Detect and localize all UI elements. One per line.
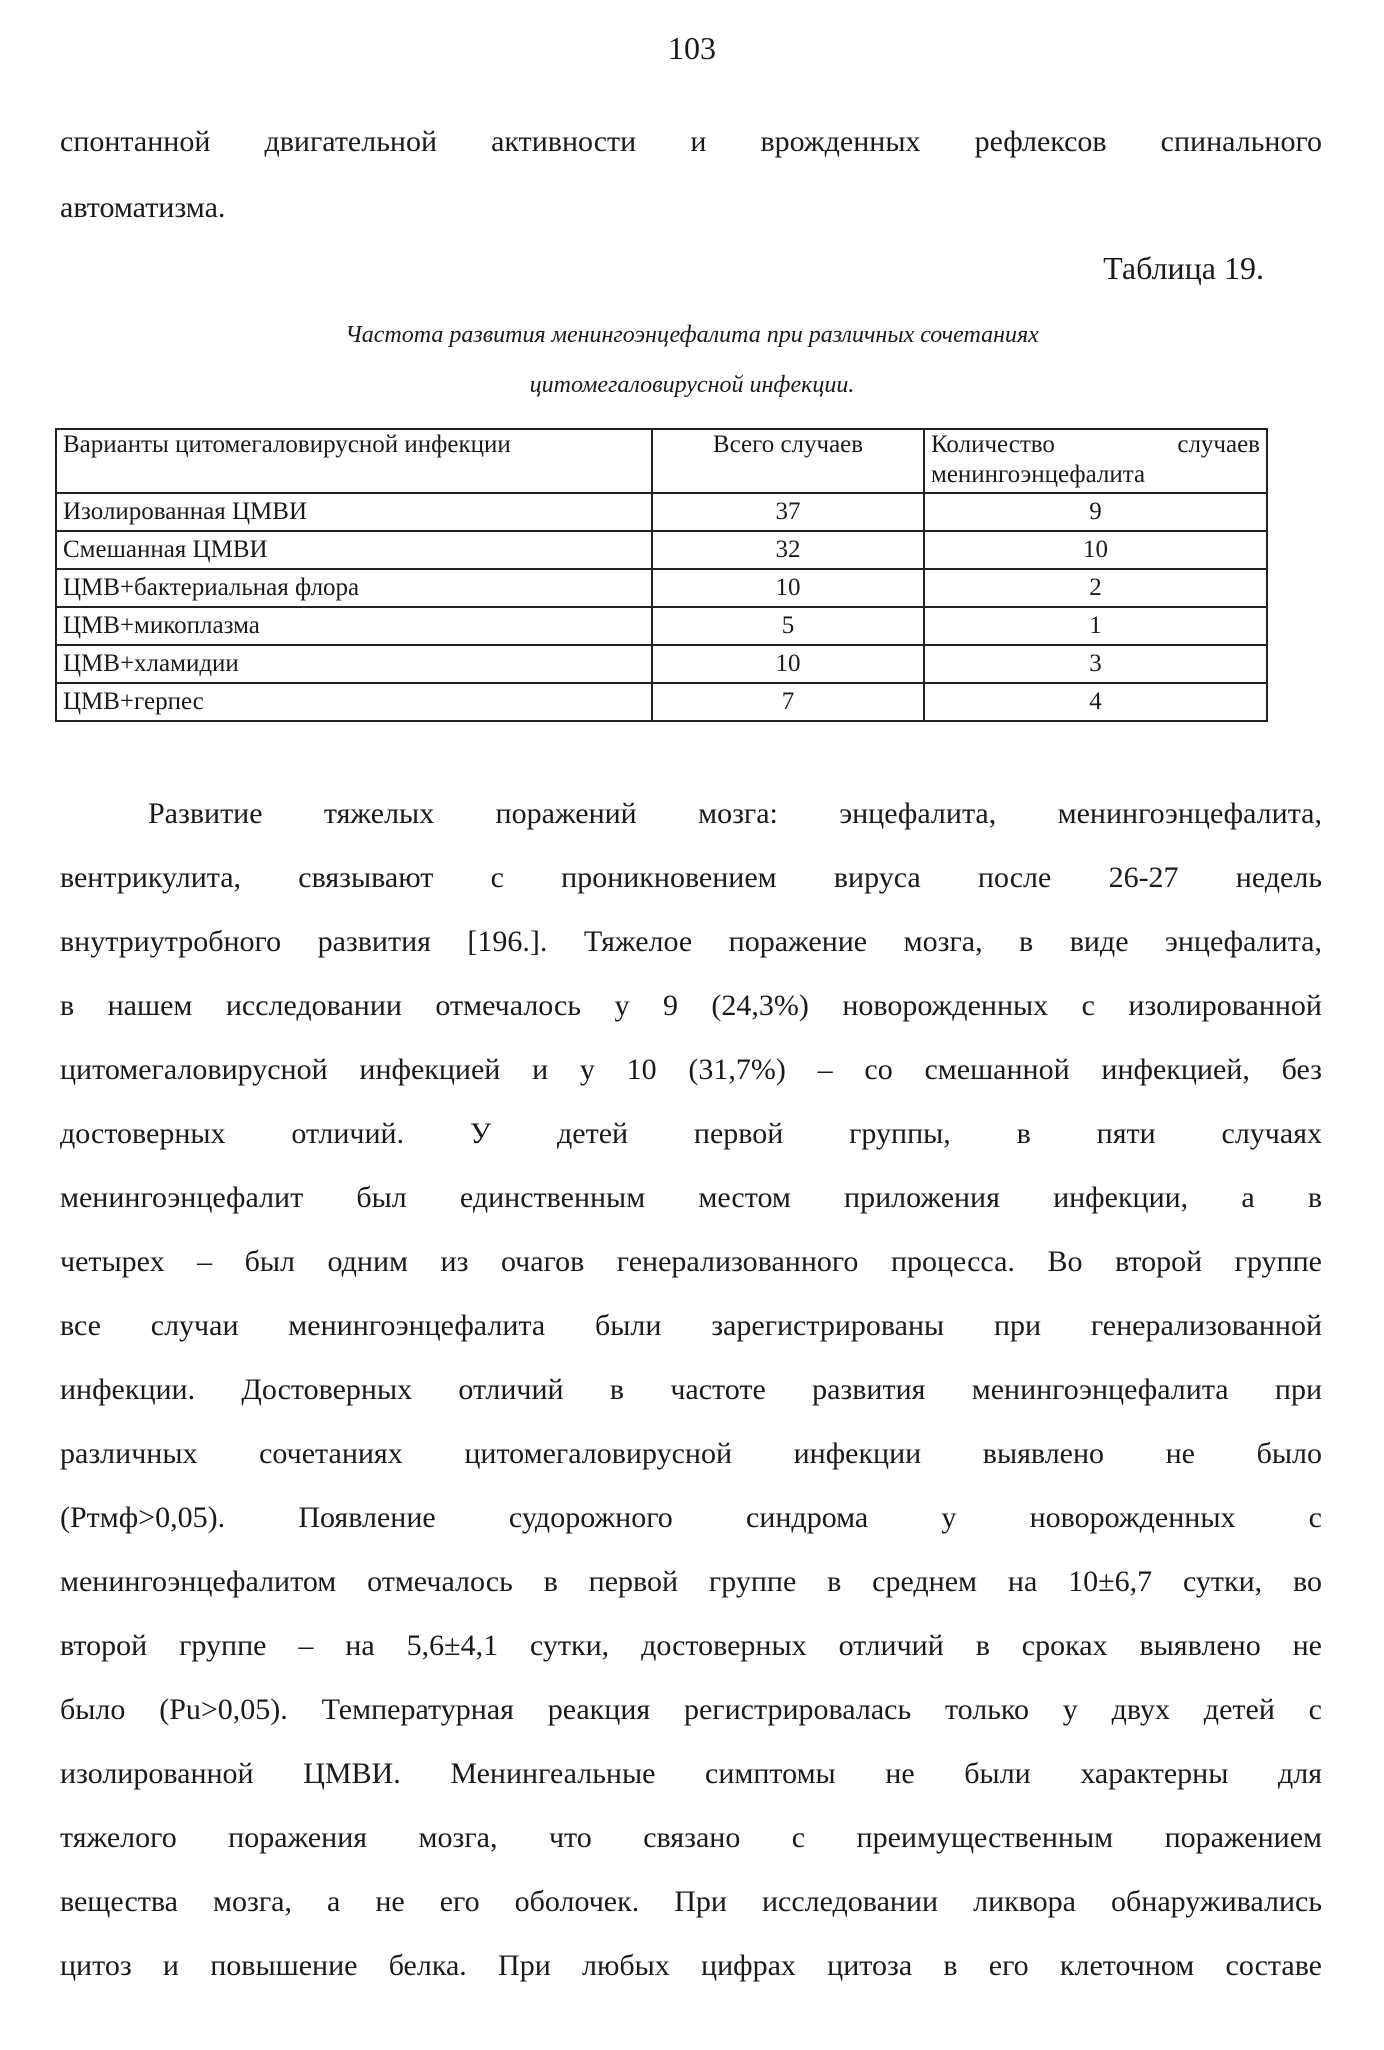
table-row	[56, 531, 1267, 569]
cell-total: 10	[652, 569, 924, 607]
cell-variant: Изолированная ЦМВИ	[56, 493, 652, 531]
body-line: цитоз и повышение белка. При любых цифрах цитоза в его клеточном составе	[60, 1949, 1322, 1982]
body-line: (Ртмф>0,05). Появление судорожного синдрома у новорожденных с	[60, 1501, 1322, 1534]
body-line: инфекции. Достоверных отличий в частоте развития менингоэнцефалита при	[60, 1373, 1322, 1406]
header-meningo-word1: Количество	[931, 431, 1055, 458]
body-line: было (Pu>0,05). Температурная реакция регистрировалась только у двух детей с	[60, 1693, 1322, 1726]
page-number: 103	[668, 30, 716, 66]
intro-line: спонтанной двигательной активности и врожденных рефлексов спинального	[60, 125, 1322, 158]
body-line: четырех – был одним из очагов генерализованного процесса. Во второй группе	[60, 1245, 1322, 1278]
cell-meningo: 10	[924, 531, 1267, 569]
table-row	[56, 493, 1267, 531]
body-line: менингоэнцефалит был единственным местом приложения инфекции, а в	[60, 1181, 1322, 1214]
body-line: цитомегаловирусной инфекцией и у 10 (31,7%) – со смешанной инфекцией, без	[60, 1053, 1322, 1086]
table-row	[56, 683, 1267, 721]
cell-meningo: 1	[924, 607, 1267, 645]
cell-total: 10	[652, 645, 924, 683]
header-meningo-word2: случаев	[1177, 431, 1260, 458]
cell-meningo: 9	[924, 493, 1267, 531]
body-line: все случаи менингоэнцефалита были зарегистрированы при генерализованной	[60, 1309, 1322, 1342]
body-line: тяжелого поражения мозга, что связано с преимущественным поражением	[60, 1821, 1322, 1854]
cell-meningo: 2	[924, 569, 1267, 607]
intro-line: автоматизма.	[60, 191, 226, 224]
cell-total: 5	[652, 607, 924, 645]
cell-variant: ЦМВ+герпес	[56, 683, 652, 721]
cell-total: 32	[652, 531, 924, 569]
body-line: достоверных отличий. У детей первой группы, в пяти случаях	[60, 1117, 1322, 1150]
header-meningo	[924, 429, 1267, 493]
table-row	[56, 607, 1267, 645]
cell-meningo: 3	[924, 645, 1267, 683]
body-line: различных сочетаниях цитомегаловирусной инфекции выявлено не было	[60, 1437, 1322, 1470]
header-total: Всего случаев	[652, 429, 924, 493]
cell-variant: ЦМВ+бактериальная флора	[56, 569, 652, 607]
cell-total: 7	[652, 683, 924, 721]
table-row	[56, 645, 1267, 683]
table-row	[56, 569, 1267, 607]
table-label: Таблица 19.	[1103, 250, 1264, 286]
body-line: вентрикулита, связывают с проникновением вируса после 26-27 недель	[60, 861, 1322, 894]
cell-variant: ЦМВ+хламидии	[56, 645, 652, 683]
body-line: второй группе – на 5,6±4,1 сутки, достоверных отличий в сроках выявлено не	[60, 1629, 1322, 1662]
header-variants: Варианты цитомегаловирусной инфекции	[56, 429, 652, 493]
table-caption-line: Частота развития менингоэнцефалита при различных сочетаниях	[345, 322, 1039, 348]
cell-meningo: 4	[924, 683, 1267, 721]
body-line: менингоэнцефалитом отмечалось в первой группе в среднем на 10±6,7 сутки, во	[60, 1565, 1322, 1598]
table-caption-line: цитомегаловирусной инфекции.	[529, 372, 855, 398]
cell-variant: ЦМВ+микоплазма	[56, 607, 652, 645]
body-line: вещества мозга, а не его оболочек. При исследовании ликвора обнаруживались	[60, 1885, 1322, 1918]
body-line: в нашем исследовании отмечалось у 9 (24,3%) новорожденных с изолированной	[60, 989, 1322, 1022]
table-header-row	[56, 429, 1267, 493]
header-meningo-line2: менингоэнцефалита	[931, 461, 1146, 488]
data-table	[55, 428, 1268, 722]
body-line: внутриутробного развития [196.]. Тяжелое поражение мозга, в виде энцефалита,	[60, 925, 1322, 958]
body-line: Развитие тяжелых поражений мозга: энцефалита, менингоэнцефалита,	[148, 797, 1322, 830]
cell-total: 37	[652, 493, 924, 531]
body-line: изолированной ЦМВИ. Менингеальные симптомы не были характерны для	[60, 1757, 1322, 1790]
cell-variant: Смешанная ЦМВИ	[56, 531, 652, 569]
